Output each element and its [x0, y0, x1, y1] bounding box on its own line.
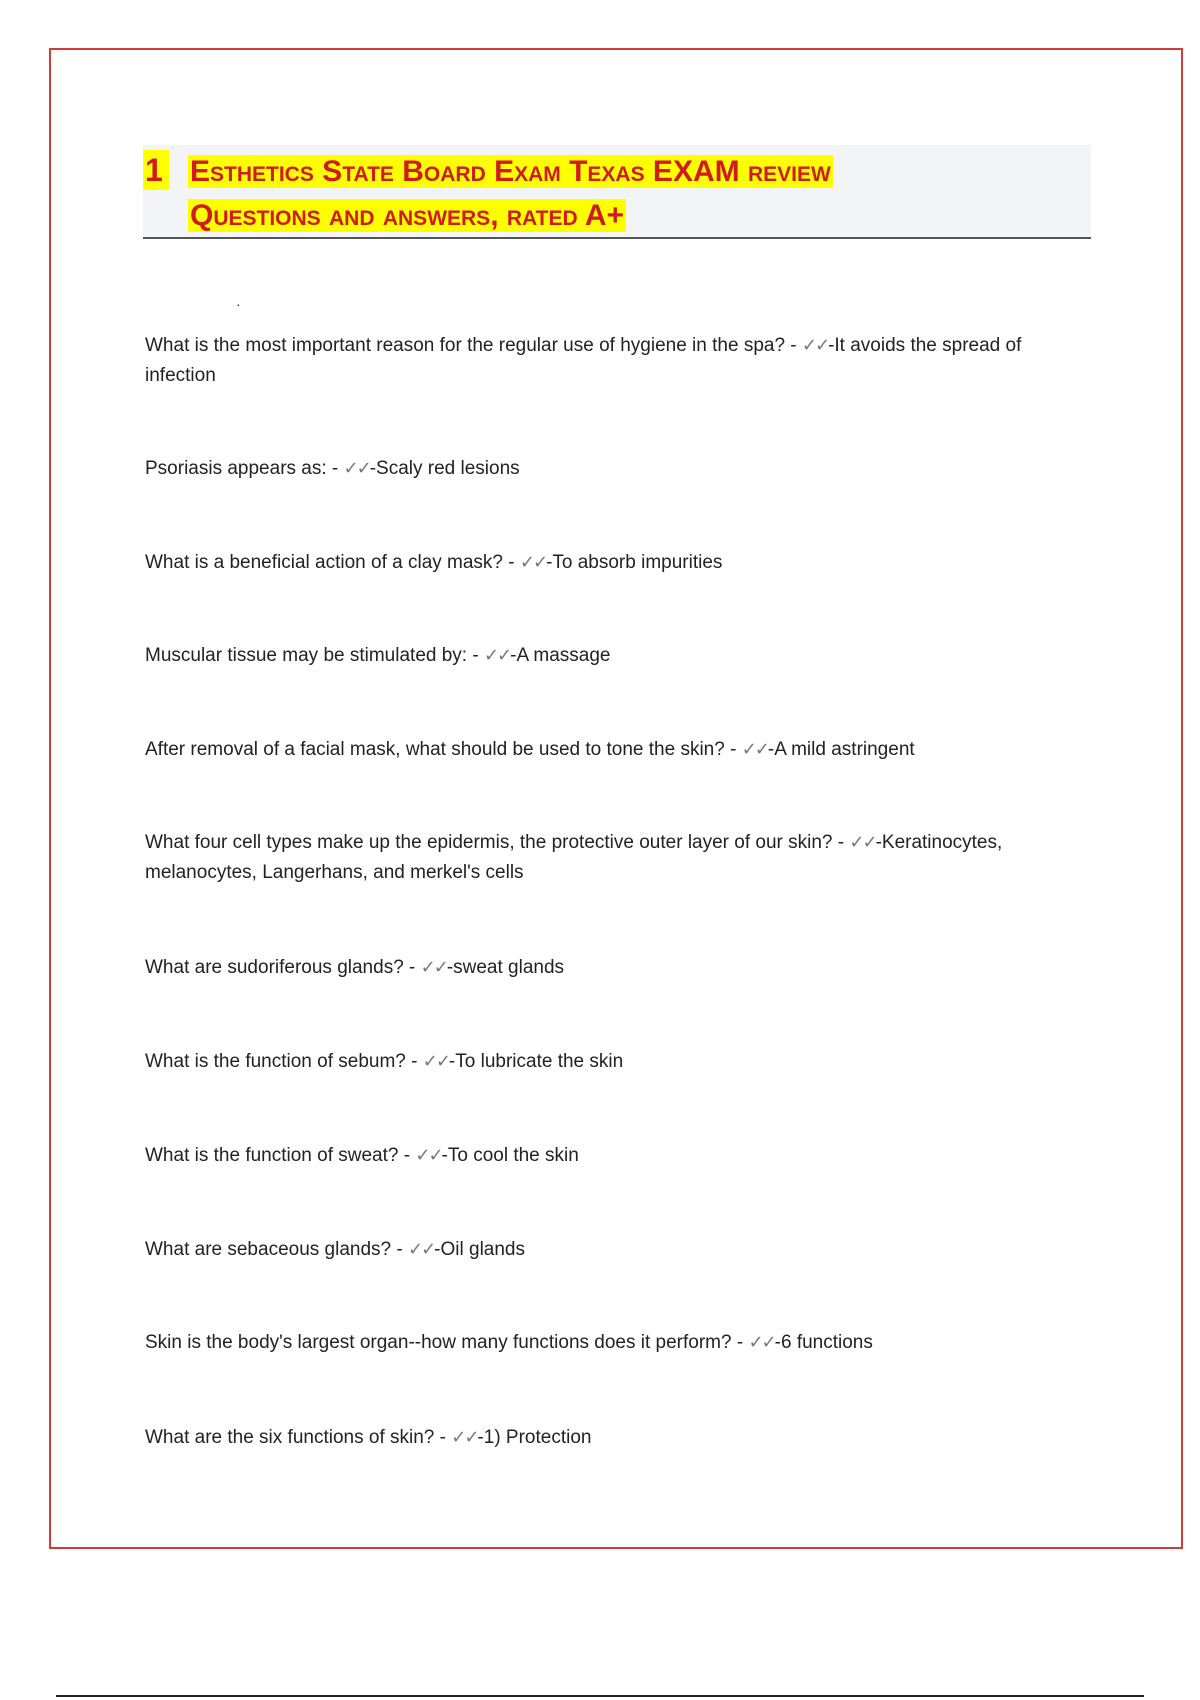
check-icon: ✓✓	[801, 335, 829, 355]
qa-item	[145, 734, 1085, 765]
qa-item	[145, 330, 1085, 391]
title-block	[143, 145, 1091, 239]
answer-text: -6 functions	[774, 1332, 873, 1353]
qa-item	[145, 547, 1085, 578]
qa-item	[145, 1234, 1085, 1265]
qa-item	[145, 1327, 1085, 1358]
question-text: Muscular tissue may be stimulated by: -	[145, 645, 484, 666]
question-text: What four cell types make up the epidermis, the protective outer layer of our skin? -	[145, 832, 850, 853]
question-text: What is the function of sweat? -	[145, 1145, 416, 1166]
question-text: What are sebaceous glands? -	[145, 1239, 408, 1260]
qa-item	[145, 952, 1085, 983]
answer-text: -To lubricate the skin	[448, 1051, 624, 1072]
question-text: Psoriasis appears as: -	[145, 458, 344, 479]
answer-text: -A massage	[510, 645, 611, 666]
question-text: What are sudoriferous glands? -	[145, 957, 421, 978]
question-text: What is the most important reason for the regular use of hygiene in the spa? -	[145, 335, 802, 356]
qa-item	[145, 827, 1085, 888]
check-icon: ✓✓	[519, 552, 547, 572]
page-frame	[49, 48, 1183, 1549]
qa-item	[145, 1422, 1085, 1453]
answer-text: -1) Protection	[477, 1427, 592, 1448]
question-text: What is the function of sebum? -	[145, 1051, 423, 1072]
title-line-2: Questions and answers, rated A+	[190, 199, 625, 232]
heading-number: 1	[143, 150, 169, 190]
check-icon: ✓✓	[408, 1239, 435, 1259]
answer-text: -Keratinocytes, melanocytes, Langerhans, and merkel's cells	[145, 832, 1003, 883]
bottom-divider	[56, 1695, 1144, 1697]
answer-text: -Scaly red lesions	[369, 458, 520, 479]
title-line-1: Esthetics State Board Exam Texas EXAM review	[190, 155, 831, 188]
question-text: After removal of a facial mask, what should be used to tone the skin? -	[145, 739, 742, 760]
answer-text: -Oil glands	[434, 1239, 525, 1260]
check-icon: ✓✓	[422, 1051, 449, 1071]
question-text: What are the six functions of skin? -	[145, 1427, 452, 1448]
qa-item	[145, 453, 1085, 484]
answer-text: -sweat glands	[446, 957, 565, 978]
check-icon: ✓✓	[343, 458, 370, 478]
check-icon: ✓✓	[748, 1332, 775, 1352]
answer-text: -It avoids the spread of infection	[145, 335, 1022, 386]
check-icon: ✓✓	[741, 739, 768, 759]
question-text: Skin is the body's largest organ--how many functions does it perform? -	[145, 1332, 749, 1353]
qa-item	[145, 640, 1085, 671]
answer-text: -To cool the skin	[441, 1145, 579, 1166]
page-title	[188, 150, 1068, 238]
answer-text: -A mild astringent	[767, 739, 915, 760]
qa-item	[145, 1140, 1085, 1171]
check-icon: ✓✓	[451, 1427, 478, 1447]
stray-mark: ·	[236, 296, 241, 312]
check-icon: ✓✓	[415, 1145, 442, 1165]
answer-text: -To absorb impurities	[546, 552, 723, 573]
question-text: What is a beneficial action of a clay mask? -	[145, 552, 520, 573]
qa-item	[145, 1046, 1085, 1077]
check-icon: ✓✓	[849, 832, 876, 852]
check-icon: ✓✓	[420, 957, 447, 977]
check-icon: ✓✓	[483, 645, 511, 665]
